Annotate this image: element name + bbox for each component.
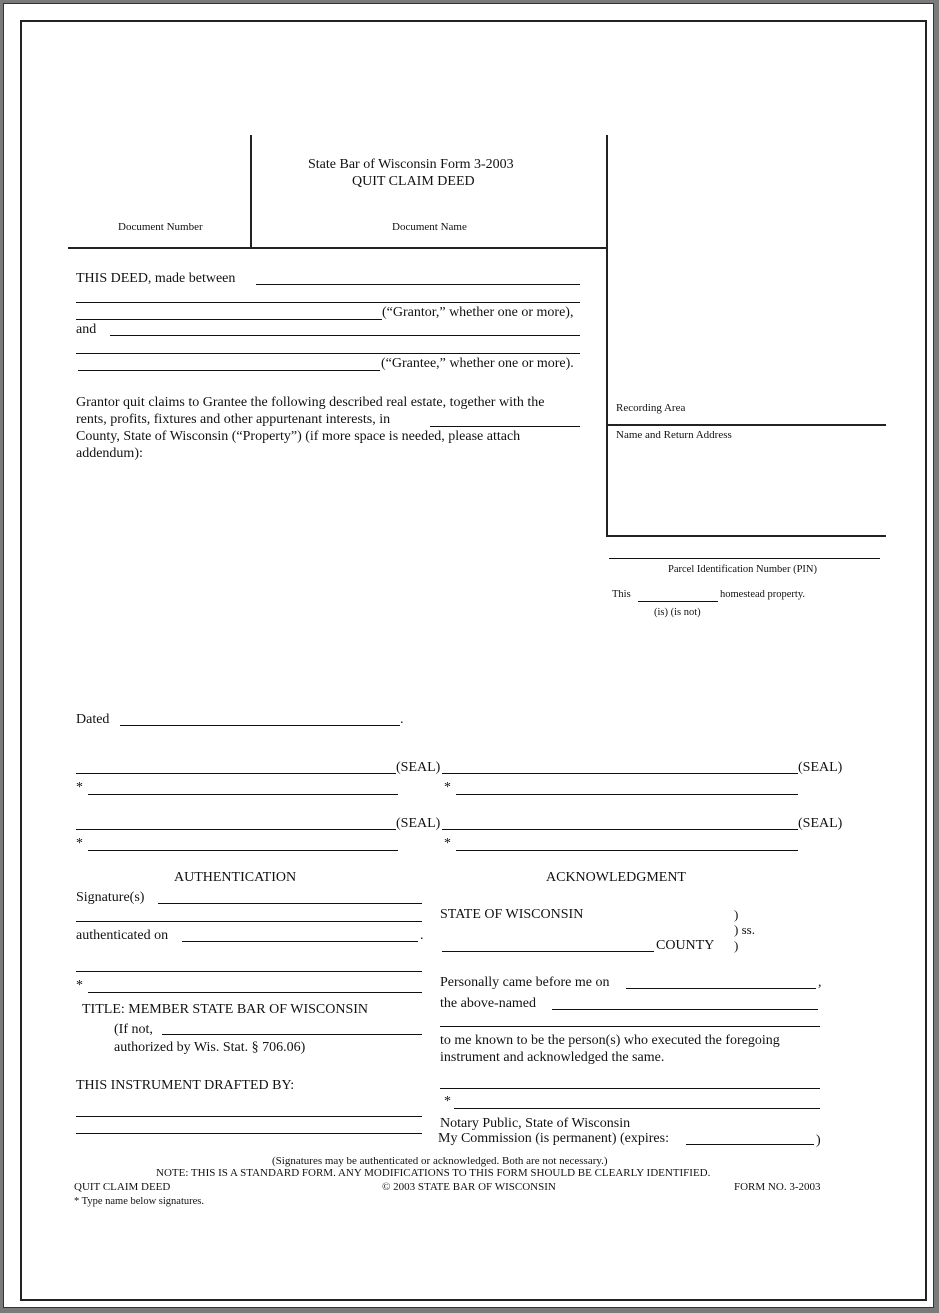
auth-signature-line-1[interactable] bbox=[158, 903, 422, 904]
seal-2: (SEAL) bbox=[798, 760, 843, 775]
county-label: COUNTY bbox=[656, 938, 715, 953]
dated-line[interactable] bbox=[120, 725, 400, 726]
grantee-line-2[interactable] bbox=[76, 353, 580, 354]
return-box-bottom bbox=[606, 535, 886, 537]
seal-3: (SEAL) bbox=[396, 816, 441, 831]
notary-typed-name-line[interactable] bbox=[454, 1108, 820, 1109]
typed-name-line-2[interactable] bbox=[456, 794, 798, 795]
homestead-line[interactable] bbox=[638, 601, 718, 602]
notary-signature-line[interactable] bbox=[440, 1088, 820, 1089]
star-2: * bbox=[444, 780, 451, 795]
footer-type-name: * Type name below signatures. bbox=[74, 1196, 204, 1207]
homestead-this: This bbox=[612, 589, 631, 600]
above-named-line-2[interactable] bbox=[440, 1026, 820, 1027]
commission-expires-line[interactable] bbox=[686, 1144, 814, 1145]
notary-star: * bbox=[444, 1094, 451, 1109]
seal-1: (SEAL) bbox=[396, 760, 441, 775]
seal-4: (SEAL) bbox=[798, 816, 843, 831]
grantor-line-3[interactable] bbox=[76, 319, 382, 320]
page-frame bbox=[4, 4, 933, 1307]
conveyance-line-1: Grantor quit claims to Grantee the following described real estate, together with the bbox=[76, 395, 545, 410]
drafted-by-line-2[interactable] bbox=[76, 1133, 422, 1134]
auth-signature-line-2[interactable] bbox=[76, 921, 422, 922]
pin-line[interactable] bbox=[609, 558, 880, 559]
homestead-label: homestead property. bbox=[720, 589, 806, 600]
grantee-line-1[interactable] bbox=[110, 335, 580, 336]
grantor-line-2[interactable] bbox=[76, 302, 580, 303]
grantee-suffix: (“Grantee,” whether one or more). bbox=[381, 356, 574, 371]
header-bottom-rule bbox=[68, 247, 608, 249]
grantor-suffix: (“Grantor,” whether one or more), bbox=[382, 305, 574, 320]
county-line[interactable] bbox=[430, 426, 580, 427]
star-3: * bbox=[76, 836, 83, 851]
typed-name-line-4[interactable] bbox=[456, 850, 798, 851]
signature-line-2[interactable] bbox=[442, 773, 798, 774]
pin-label: Parcel Identification Number (PIN) bbox=[668, 564, 817, 575]
auth-title: TITLE: MEMBER STATE BAR OF WISCONSIN bbox=[82, 1002, 369, 1017]
signature-line-4[interactable] bbox=[442, 829, 798, 830]
ss-paren-1: ) bbox=[734, 907, 739, 922]
typed-name-line-1[interactable] bbox=[88, 794, 398, 795]
known-line-2: instrument and acknowledged the same. bbox=[440, 1050, 665, 1065]
authenticated-on-line[interactable] bbox=[182, 941, 418, 942]
footer-left: QUIT CLAIM DEED bbox=[74, 1181, 171, 1193]
recording-area-label: Recording Area bbox=[616, 402, 686, 414]
conveyance-line-2: rents, profits, fixtures and other appurtenant interests, in bbox=[76, 412, 391, 427]
personally-comma: , bbox=[818, 975, 822, 990]
commission-label: My Commission (is permanent) (expires: bbox=[438, 1131, 669, 1146]
form-title: State Bar of Wisconsin Form 3-2003 bbox=[308, 157, 514, 172]
recording-rule bbox=[606, 424, 886, 426]
typed-name-line-3[interactable] bbox=[88, 850, 398, 851]
auth-star: * bbox=[76, 978, 83, 993]
conveyance-line-3: County, State of Wisconsin (“Property”) (if more space is needed, please attach bbox=[76, 429, 521, 444]
authenticated-on-label: authenticated on bbox=[76, 928, 169, 943]
above-named-label: the above-named bbox=[440, 996, 537, 1011]
document-name-label: Document Name bbox=[392, 221, 467, 233]
signature-line-3[interactable] bbox=[76, 829, 396, 830]
auth-signature-line-3[interactable] bbox=[76, 971, 422, 972]
commission-close: ) bbox=[816, 1133, 821, 1148]
authentication-heading: AUTHENTICATION bbox=[174, 870, 297, 885]
dated-label: Dated bbox=[76, 712, 110, 727]
known-line-1: to me known to be the person(s) who executed the foregoing bbox=[440, 1033, 780, 1048]
county-name-line[interactable] bbox=[442, 951, 654, 952]
ss-label: ) ss. bbox=[734, 922, 755, 937]
conveyance-line-4: addendum): bbox=[76, 446, 143, 461]
auth-period: . bbox=[420, 928, 424, 943]
acknowledgment-heading: ACKNOWLEDGMENT bbox=[546, 870, 686, 885]
footer-note-1: (Signatures may be authenticated or acknowledged. Both are not necessary.) bbox=[272, 1155, 608, 1167]
deed-form bbox=[20, 20, 927, 1301]
this-deed-label: THIS DEED, made between bbox=[76, 271, 236, 286]
signature-line-1[interactable] bbox=[76, 773, 396, 774]
is-not-label: (is) (is not) bbox=[654, 607, 701, 618]
deed-title: QUIT CLAIM DEED bbox=[352, 174, 475, 189]
footer-center: © 2003 STATE BAR OF WISCONSIN bbox=[382, 1181, 556, 1193]
header-divider-left bbox=[250, 135, 252, 248]
notary-label: Notary Public, State of Wisconsin bbox=[440, 1116, 631, 1131]
document-number-label: Document Number bbox=[118, 221, 203, 233]
grantor-line-1[interactable] bbox=[256, 284, 580, 285]
and-label: and bbox=[76, 322, 97, 337]
if-not-line[interactable] bbox=[162, 1034, 422, 1035]
drafted-by-label: THIS INSTRUMENT DRAFTED BY: bbox=[76, 1078, 295, 1093]
recording-divider bbox=[606, 135, 608, 535]
personally-date-line[interactable] bbox=[626, 988, 816, 989]
star-4: * bbox=[444, 836, 451, 851]
name-return-label: Name and Return Address bbox=[616, 429, 732, 441]
signatures-label: Signature(s) bbox=[76, 890, 145, 905]
grantee-line-3[interactable] bbox=[78, 370, 380, 371]
drafted-by-line-1[interactable] bbox=[76, 1116, 422, 1117]
footer-note-2: NOTE: THIS IS A STANDARD FORM. ANY MODIFICATIONS TO THIS FORM SHOULD BE CLEARLY IDENTIFIED. bbox=[156, 1167, 711, 1179]
if-not-label: (If not, bbox=[114, 1022, 153, 1037]
personally-came-label: Personally came before me on bbox=[440, 975, 610, 990]
above-named-line-1[interactable] bbox=[552, 1009, 818, 1010]
star-1: * bbox=[76, 780, 83, 795]
state-label: STATE OF WISCONSIN bbox=[440, 907, 584, 922]
footer-right: FORM NO. 3-2003 bbox=[734, 1181, 821, 1193]
auth-typed-name-line[interactable] bbox=[88, 992, 422, 993]
ss-paren-3: ) bbox=[734, 938, 739, 953]
authorized-label: authorized by Wis. Stat. § 706.06) bbox=[114, 1040, 306, 1055]
dated-period: . bbox=[400, 712, 404, 727]
